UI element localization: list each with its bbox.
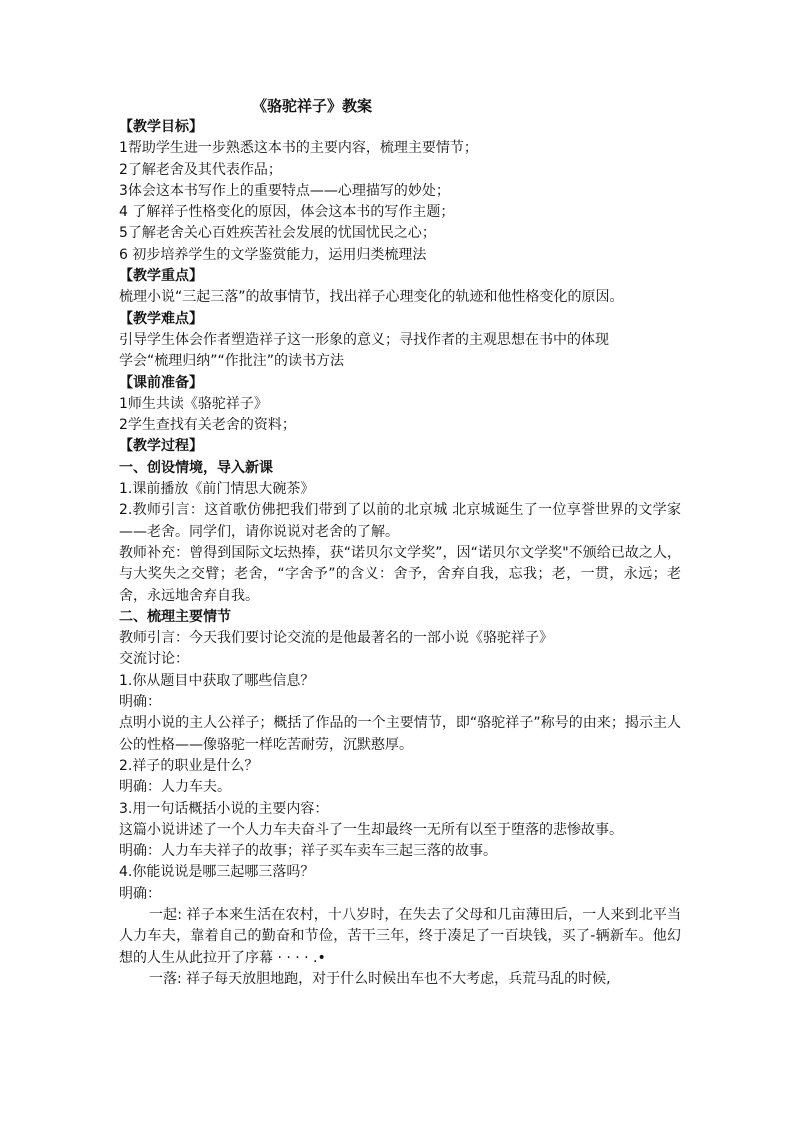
prep-heading: 【课前准备】	[119, 374, 203, 391]
goal-item: 5了解老舍关心百姓疾苦社会发展的忧国忧民之心；	[119, 225, 436, 242]
answer: 这篇小说讲述了一个人力车夫奋斗了一生却最终一无所有以至于堕落的悲惨故事。	[119, 821, 623, 838]
teacher-intro: 2.教师引言：这首歌仿佛把我们带到了以前的北京城 北京城诞生了一位享誉世界的文学家——老舍。同学们，请你说说对老舍的了解。	[119, 502, 681, 540]
answer: 明确：人力车夫祥子的故事；祥子买车卖车三起三落的故事。	[119, 843, 497, 860]
goal-item: 2了解老舍及其代表作品；	[119, 161, 282, 178]
document-title: 《骆驼祥子》教案	[252, 97, 373, 115]
part2-intro: 教师引言：今天我们要讨论交流的是他最著名的一部小说《骆驼祥子》	[119, 630, 553, 647]
key-points-heading: 【教学重点】	[119, 268, 203, 285]
question: 4.你能说说是哪三起哪三落吗？	[119, 864, 315, 881]
lesson-plan-body	[119, 96, 681, 990]
part1-heading: 一、创设情境，导入新课	[119, 459, 273, 476]
question: 1.你从题目中获取了哪些信息？	[119, 672, 315, 689]
goal-item: 3体会这本书写作上的重要特点——心理描写的妙处；	[119, 182, 450, 199]
question: 3.用一句话概括小说的主要内容：	[119, 800, 329, 817]
teacher-supplement: 教师补充：曾得到国际文坛热捧，获“诺贝尔文学奖”，因“诺贝尔文学奖"不颁给已故之人，与大奖失之交臂；老舍，“字舍予”的含义：舍予，舍弃自我，忘我；老，一贯，永远；老舍，永远地舍弃自我。	[119, 544, 681, 604]
difficulty-heading: 【教学难点】	[119, 310, 203, 327]
part1-item: 1.课前播放《前门情思大碗茶》	[119, 481, 315, 498]
plot-rise-1: 一起: 祥子本来生活在农村，十八岁时，在失去了父母和几亩薄田后，一人来到北平当人力车夫，靠着自己的勤奋和节俭，苦干三年，终于凑足了一百块钱，买了-辆新车。他幻想的人生从此拉开了序幕 · · · · .•	[119, 906, 681, 966]
prep-item: 2学生查找有关老舍的资料；	[119, 417, 296, 434]
goal-item: 6 初步培养学生的文学鉴赏能力，运用归类梳理法	[119, 246, 427, 263]
difficulty-line: 引导学生体会作者塑造祥子这一形象的意义；寻找作者的主观思想在书中的体现	[119, 331, 609, 348]
goals-heading: 【教学目标】	[119, 119, 203, 135]
question: 2.祥子的职业是什么？	[119, 757, 259, 774]
answer: 明确：人力车夫。	[119, 779, 231, 796]
difficulty-line: 学会“梳理归纳”“作批注”的读书方法	[119, 353, 345, 370]
goal-item: 4 了解祥子性格变化的原因，体会这本书的写作主题；	[119, 204, 455, 221]
prep-item: 1师生共读《骆驼祥子》	[119, 395, 268, 412]
plot-fall-1: 一落: 祥子每天放胆地跑，对于什么时候出车也不大考虑，兵荒马乱的时候,	[149, 970, 611, 987]
process-heading: 【教学过程】	[119, 438, 203, 455]
goal-item: 1帮助学生进一步熟悉这本书的主要内容，梳理主要情节；	[119, 140, 478, 157]
answer: 点明小说的主人公祥子；概括了作品的一个主要情节，即“骆驼祥子”称号的由来；揭示主人公的性格——像骆驼一样吃苦耐劳，沉默憨厚。	[119, 715, 681, 753]
clarify-label: 明确：	[119, 694, 161, 711]
clarify-label: 明确：	[119, 885, 161, 902]
key-points-text: 梳理小说“三起三落”的故事情节，找出祥子心理变化的轨迹和他性格变化的原因。	[119, 289, 624, 306]
part2-heading: 二、梳理主要情节	[119, 608, 231, 625]
discussion-label: 交流讨论：	[119, 651, 189, 668]
